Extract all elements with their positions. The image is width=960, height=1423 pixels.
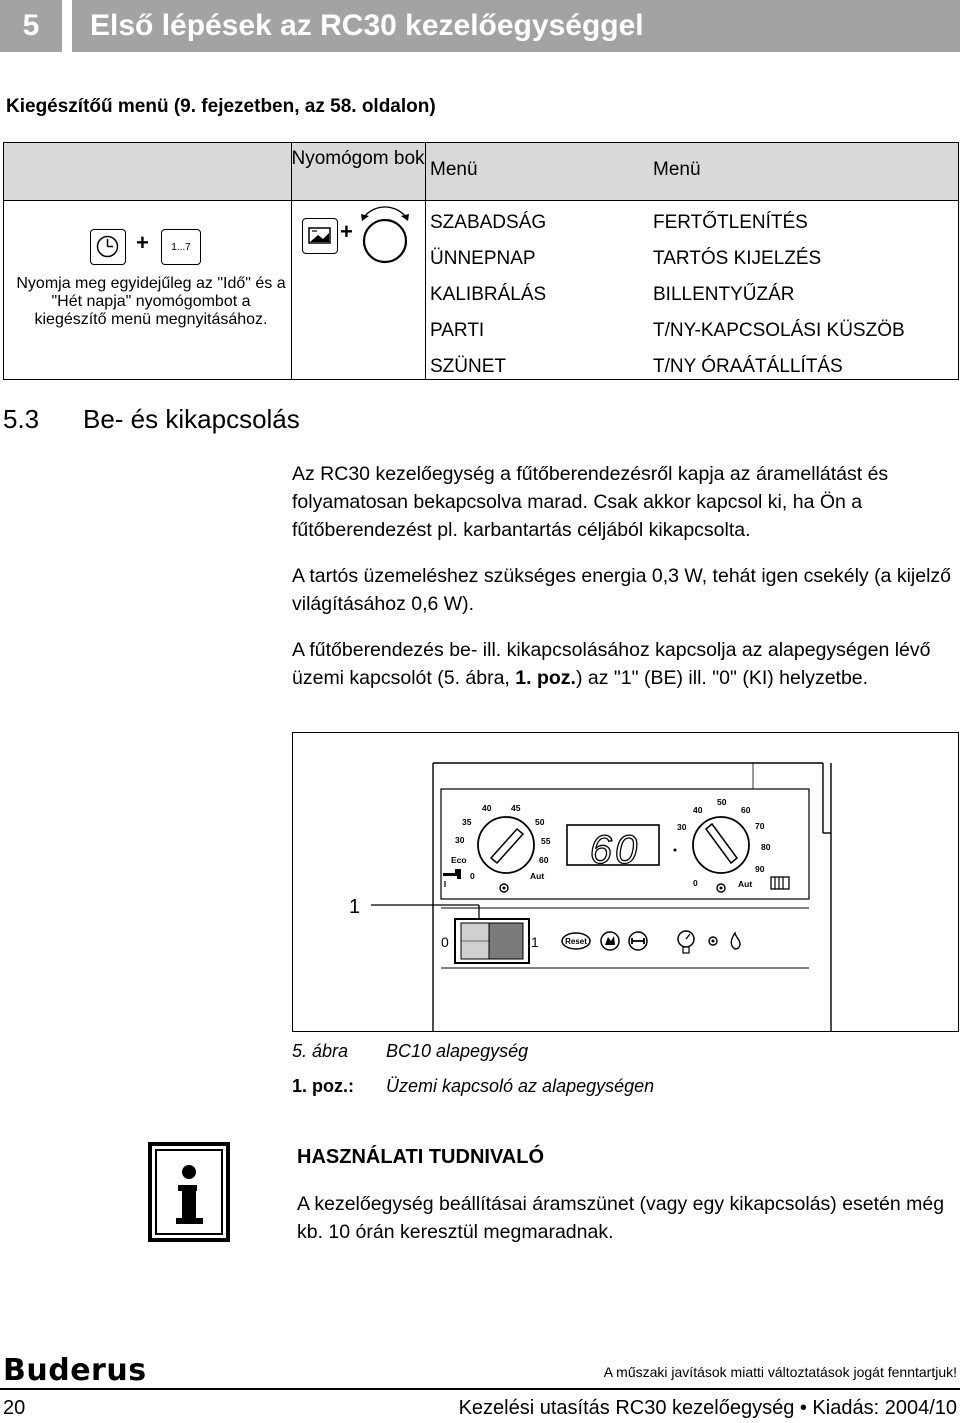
- dial-label: 80: [761, 842, 771, 852]
- pressure-gauge-icon: [678, 931, 694, 953]
- chapter-number: 5: [0, 0, 62, 52]
- temperature-dial-left: [451, 803, 551, 892]
- footer-disclaimer: A műszaki javítások miatti változtatások jogát fenntartjuk!: [603, 1364, 957, 1380]
- page-number: 20: [3, 1397, 26, 1419]
- caption-key: 1. poz.:: [292, 1076, 354, 1096]
- menu-item: SZABADSÁG: [430, 212, 547, 233]
- note-title: HASZNÁLATI TUDNIVALÓ: [297, 1146, 545, 1168]
- dial-label: 30: [677, 822, 687, 832]
- service-wrench-icon: [629, 932, 647, 950]
- dial-label: Eco: [451, 855, 467, 865]
- section-title: Be- és kikapcsolás: [83, 404, 300, 434]
- dial-label: 50: [535, 817, 545, 827]
- dial-label: 0: [693, 878, 698, 888]
- dial-label: 50: [717, 797, 727, 807]
- reset-button-icon: [562, 933, 590, 949]
- paragraph: A fűtőberendezés be- ill. kikapcsolásához kapcsolja az alapegységen lévő üzemi kapcsolót (5. ábra, 1. poz.) az "1" (BE) ill. "0" (KI) helyzetbe.: [292, 639, 931, 689]
- display-icon: [303, 219, 336, 252]
- footer-doc-title: Kezelési utasítás RC30 kezelőegység • Kiadás: 2004/10: [458, 1397, 957, 1419]
- chapter-title: Első lépések az RC30 kezelőegységgel: [72, 0, 960, 52]
- dial-label: 40: [693, 805, 703, 815]
- menu-item: TARTÓS KIJELZÉS: [653, 248, 822, 269]
- dial-label: 30: [455, 835, 465, 845]
- section-heading: [3, 404, 300, 435]
- menu-item: T/NY-KAPCSOLÁSI KÜSZÖB: [653, 320, 905, 341]
- operating-switch: [455, 919, 529, 963]
- note-text: A kezelőegység beállításai áramszünet (vagy egy kikapcsolás) esetén még kb. 10 órán keresztül megmaradnak.: [297, 1193, 945, 1243]
- hot-water-tap-icon: [443, 869, 461, 887]
- menu-2-list: [653, 205, 905, 385]
- time-button: [90, 229, 126, 265]
- dial-label: 55: [541, 836, 551, 846]
- footer-divider: [0, 1388, 960, 1390]
- header-menu-1: Menü: [430, 159, 478, 180]
- chimney-sweep-icon: [601, 932, 619, 950]
- menu-item: ÜNNEPNAP: [430, 248, 536, 269]
- dial-label: 90: [755, 864, 765, 874]
- menu-item: KALIBRÁLÁS: [430, 284, 547, 305]
- menu-item: FERTŐTLENÍTÉS: [653, 212, 808, 233]
- menu-item: BILLENTYŰZÁR: [653, 284, 795, 305]
- brand-logo: Buderus: [3, 1353, 147, 1388]
- dial-label: 45: [511, 803, 521, 813]
- paragraph: A tartós üzemeléshez szükséges energia 0,3 W, tehát igen csekély (a kijelző világításához 0,6 W).: [292, 565, 952, 615]
- header-button: Nyomógom bok: [291, 148, 425, 169]
- menu-table: [3, 142, 959, 380]
- week-day-label: 1...7: [171, 241, 191, 253]
- instruction-text: Nyomja meg egyidejűleg az "Idő" és a "Hét napja" nyomógombot a kiegészítő menü megnyitásához.: [16, 275, 286, 328]
- dial-label: 60: [539, 855, 549, 865]
- bc10-panel-illustration: [293, 733, 958, 1031]
- caption-value: BC10 alapegység: [386, 1041, 529, 1061]
- header-menu-2: Menü: [653, 159, 701, 180]
- dial-label: 70: [755, 821, 765, 831]
- bc10-figure: [292, 732, 959, 1032]
- rotary-knob-icon: [356, 205, 414, 267]
- display-button: [302, 218, 338, 254]
- dial-label: 0: [470, 871, 475, 881]
- plus-icon: +: [340, 219, 353, 244]
- display-readout: 60: [589, 828, 641, 872]
- menu-1-list: [430, 205, 546, 385]
- subheading: Kiegészítőű menü (9. fejezetben, az 58. oldalon): [6, 96, 436, 117]
- caption-key: 5. ábra: [292, 1041, 349, 1061]
- week-day-button: [161, 229, 201, 265]
- menu-item: PARTI: [430, 320, 485, 341]
- plus-icon: +: [136, 230, 149, 255]
- chapter-header: [0, 0, 960, 52]
- menu-item: T/NY ÓRAÁTÁLLÍTÁS: [653, 356, 843, 377]
- column-divider: [291, 143, 292, 379]
- svg-text:Reset: Reset: [565, 937, 587, 946]
- info-icon: [148, 1142, 230, 1242]
- menu-item: SZÜNET: [430, 356, 506, 377]
- flame-icon: [731, 933, 740, 949]
- paragraph: Az RC30 kezelőegység a fűtőberendezésről kapja az áramellátást és folyamatosan bekapcsolva marad. Csak akkor kapcsol ki, ha Ön a fűtőberendezést pl. karbantartás céljából kikapcsolta.: [292, 463, 889, 541]
- switch-on-label: 1: [531, 934, 539, 950]
- switch-off-label: 0: [441, 934, 449, 950]
- callout-number: 1: [349, 896, 361, 918]
- power-led-icon: [709, 937, 717, 945]
- dial-label: 35: [462, 817, 472, 827]
- caption-value: Üzemi kapcsoló az alapegységen: [386, 1076, 655, 1096]
- column-divider: [425, 143, 426, 379]
- dial-label: 60: [741, 805, 751, 815]
- table-header-row: [4, 143, 958, 201]
- temperature-dial-right: [674, 797, 771, 892]
- dial-label: Aut: [530, 871, 545, 881]
- radiator-icon: [771, 877, 789, 889]
- section-number: 5.3: [3, 404, 40, 434]
- clock-icon: [91, 230, 124, 263]
- dial-label: 40: [482, 803, 492, 813]
- dial-label: Aut: [738, 879, 753, 889]
- lcd-display: [567, 825, 659, 872]
